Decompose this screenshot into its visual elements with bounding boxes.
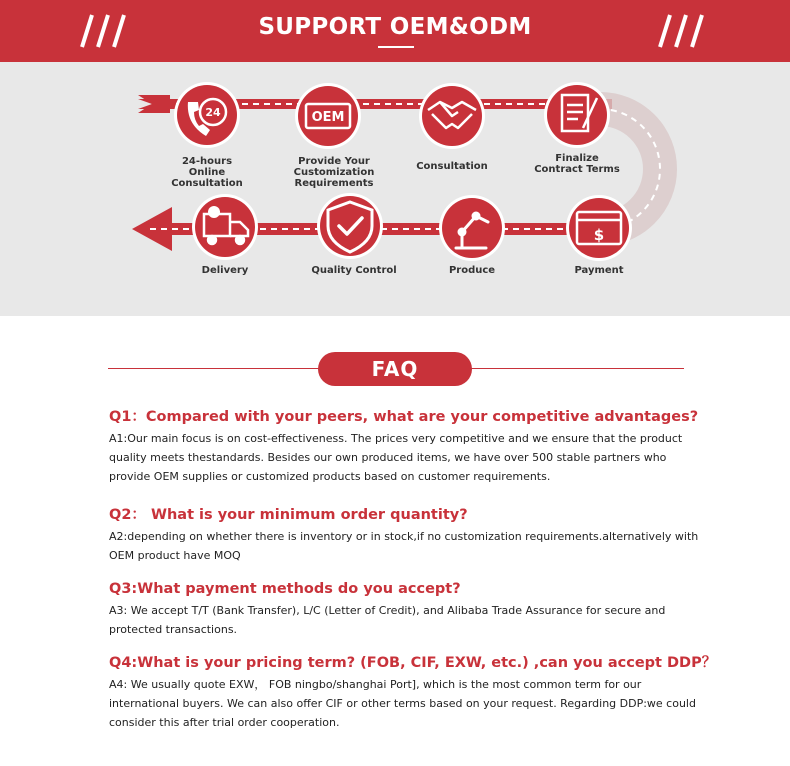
step-1-node — [174, 82, 240, 148]
faq-heading: FAQ — [318, 352, 472, 386]
oem-icon-text: OEM — [311, 110, 345, 125]
step-label-consultation: Consultation — [416, 161, 488, 172]
step-label-quality-control: Quality Control — [311, 265, 397, 276]
faq-question-3: Q3:What payment methods do you accept? — [109, 581, 461, 597]
faq-section — [0, 316, 790, 766]
faq-item-1 — [109, 408, 699, 486]
process-flow-svg — [0, 62, 790, 316]
step-2-node — [295, 83, 361, 149]
phone-24-icon-text: 24 — [205, 106, 221, 119]
faq-question-4: Q4:What is your pricing term? (FOB, CIF, EXW, etc.) ,can you accept DDP？ — [109, 655, 717, 671]
top-ribbon-start — [138, 95, 170, 113]
top-banner — [0, 0, 790, 62]
step-label-customization: Provide Your Customization Requirements — [293, 156, 375, 189]
step-label-finalize-contract: Finalize Contract Terms — [534, 153, 620, 175]
faq-answer-2: A2:depending on whether there is inventory or in stock,if no customization requirements.alternatively with OEM product have MOQ — [109, 530, 699, 562]
faq-item-3 — [109, 580, 699, 639]
step-6-node — [439, 195, 505, 261]
banner-title: SUPPORT OEM&ODM — [258, 14, 532, 40]
process-diagram — [0, 62, 790, 316]
step-8-node — [192, 194, 258, 260]
step-label-online-consultation: 24-hours Online Consultation — [171, 156, 243, 189]
faq-divider-right — [470, 368, 684, 369]
faq-answer-3: A3: We accept T/T (Bank Transfer), L/C (Letter of Credit), and Alibaba Trade Assurance for secure and protected transactions. — [109, 604, 666, 636]
faq-item-4 — [109, 654, 717, 732]
banner-underline — [378, 46, 414, 48]
step-label-payment: Payment — [574, 265, 624, 276]
step-label-produce: Produce — [448, 265, 496, 276]
step-5-node — [566, 195, 632, 261]
payment-icon-text: $ — [593, 226, 605, 244]
faq-answer-1: A1:Our main focus is on cost-effectiveness. The prices very competitive and we ensure that the product quality meets thestandards. Besides our own produced items, we have over 500 stable partners who provide OEM supplies or customized products based on customer requirements. — [109, 432, 683, 483]
step-7-node — [317, 193, 383, 259]
step-label-delivery: Delivery — [201, 265, 249, 276]
faq-question-1: Q1：Compared with your peers, what are your competitive advantages? — [109, 409, 699, 425]
step-3-node — [419, 83, 485, 149]
faq-item-2 — [109, 506, 699, 565]
step-4-node — [544, 82, 610, 148]
faq-divider-left — [108, 368, 320, 369]
faq-question-2: Q2： What is your minimum order quantity? — [109, 507, 468, 523]
faq-answer-4: A4: We usually quote EXW， FOB ningbo/shanghai Port], which is the most common term for our international buyers. We can also offer CIF or other terms based on your request. Regarding DDP:we could consider this after trial order cooperation. — [109, 678, 696, 729]
right-slashes-decoration — [656, 14, 712, 48]
